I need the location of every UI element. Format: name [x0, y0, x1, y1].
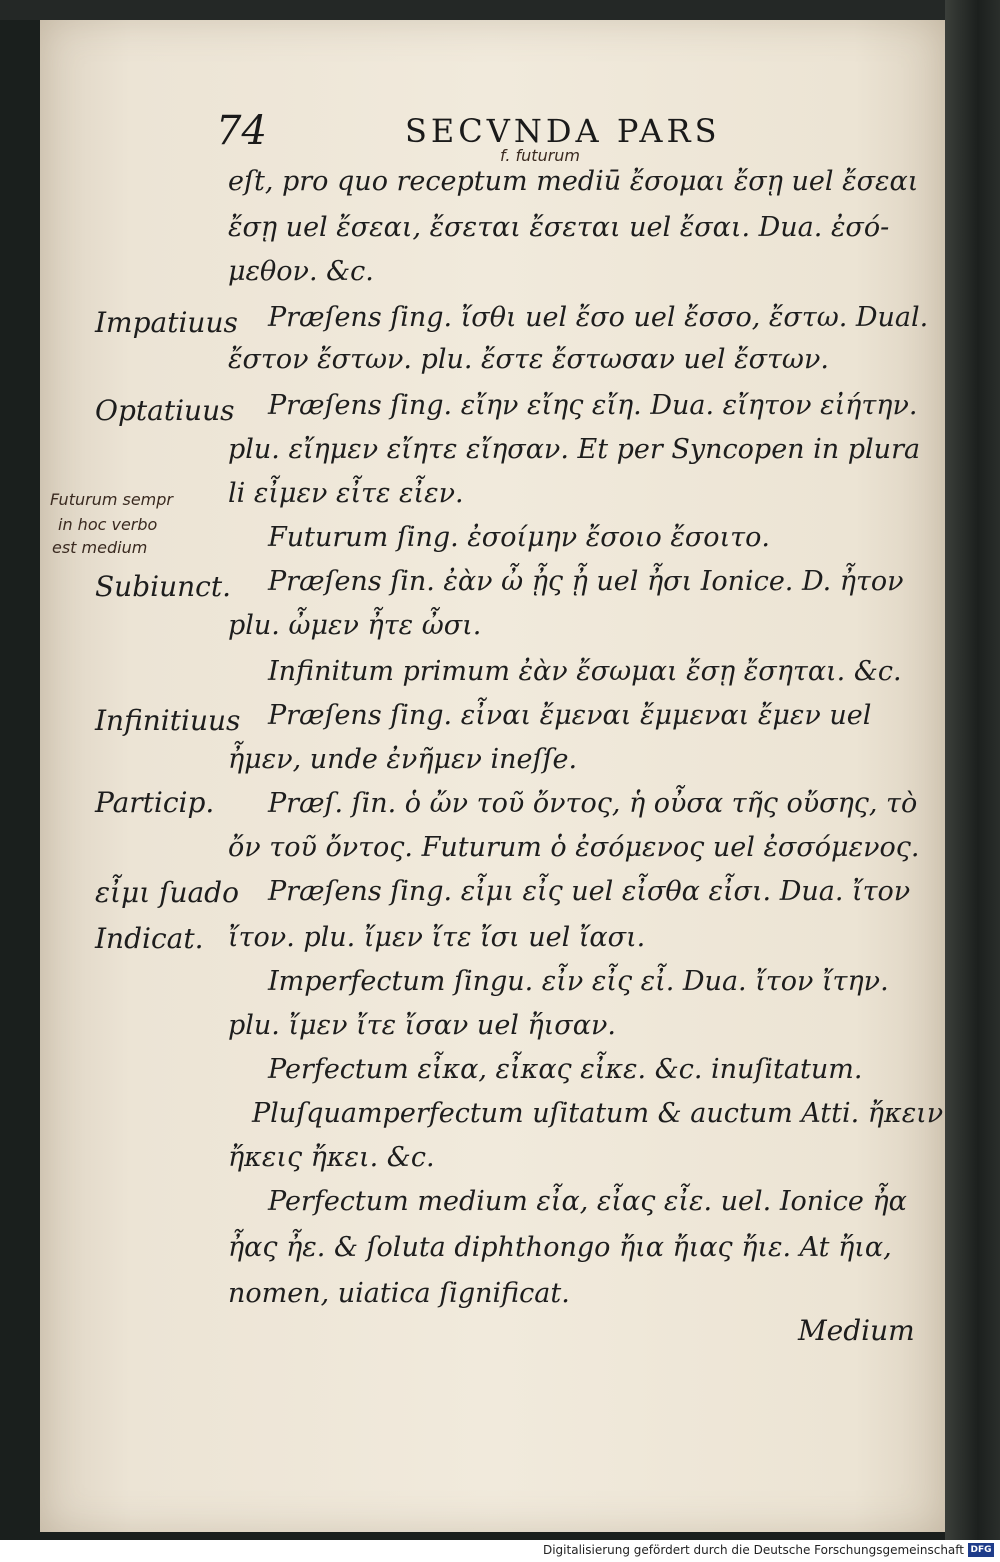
text-line-6: Præſens ſing. εἴην εἴης εἴη. Dua. εἴητον εἰήτην.: [268, 390, 918, 421]
text-line-7: plu. εἴημεν εἴητε εἴησαν. Et per Syncopen in plura: [228, 434, 921, 465]
text-line-17: Præſens ſing. εἶμι εἶς uel εἶσθα εἶσι. Dua. ἴτον: [268, 876, 911, 907]
page-number: 74: [216, 108, 267, 154]
text-line-4: Præſens ſing. ἴσθι uel ἔσο uel ἔσσο, ἔστω. Dual.: [268, 302, 929, 333]
margin-imperativus: Impatiuus: [95, 306, 238, 339]
text-line-8: li εἶμεν εἶτε εἶεν.: [228, 478, 464, 509]
margin-optativus: Optatiuus: [95, 394, 235, 427]
left-note-3: est medium: [52, 538, 148, 557]
text-line-1: eſt, pro quo receptum mediū ἔσομαι ἔσῃ uel ἔσεαι: [228, 166, 919, 197]
book-spine: [945, 0, 1000, 1540]
text-line-25: ἦας ἦε. & ſoluta diphthongo ἤια ἤιας ἤιε. At ἤια,: [228, 1232, 892, 1263]
text-line-5: ἔστον ἔστων. plu. ἔστε ἔστωσαν uel ἔστων.: [228, 344, 829, 375]
left-note-1: Futurum sempr: [50, 490, 173, 509]
text-line-9: Futurum ſing. ἐσοίμην ἔσοιο ἔσοιτο.: [268, 522, 770, 553]
catchword: Medium: [798, 1314, 915, 1347]
text-line-23: ἤκεις ἤκει. &c.: [228, 1142, 435, 1173]
margin-eimi-vado: εἶμι ſuado: [95, 876, 239, 909]
text-line-15: Præſ. ſin. ὁ ὤν τοῦ ὄντος, ἡ οὖσα τῆς οὔσης, τὸ: [268, 788, 918, 819]
text-line-26: nomen, uiatica ſignificat.: [228, 1278, 570, 1309]
text-line-2: ἔσῃ uel ἔσεαι, ἔσεται ἔσεται uel ἔσαι. Dua. ἐσό-: [228, 212, 890, 243]
text-line-12: Infinitum primum ἐὰν ἔσωμαι ἔσῃ ἔσηται. &c.: [268, 656, 902, 687]
interlinear-note: f. futurum: [500, 146, 581, 165]
text-line-20: plu. ἴμεν ἴτε ἴσαν uel ἤισαν.: [228, 1010, 616, 1041]
text-line-24: Perfectum medium εἶα, εἶας εἶε. uel. Ionice ἦα: [268, 1186, 907, 1217]
margin-indicativus: Indicat.: [95, 922, 204, 955]
text-line-11: plu. ὦμεν ἦτε ὦσι.: [228, 610, 482, 641]
text-line-21: Perfectum εἶκα, εἶκας εἶκε. &c. inuſitatum.: [268, 1054, 863, 1085]
text-line-10: Præſens ſin. ἐὰν ὦ ᾖς ᾖ uel ἦσι Ionice. D. ἦτον: [268, 566, 904, 597]
left-note-2: in hoc verbo: [58, 515, 158, 534]
margin-infinitivus: Infinitiuus: [95, 704, 241, 737]
margin-subiunctivus: Subiunct.: [95, 570, 231, 603]
scan-top-edge: [0, 0, 1000, 20]
text-line-13: Præſens ſing. εἶναι ἔμεναι ἔμμεναι ἔμεν uel: [268, 700, 872, 731]
dfg-logo: DFG: [968, 1543, 994, 1557]
text-line-3: μεθον. &c.: [228, 256, 374, 287]
digitization-credit: Digitalisierung gefördert durch die Deutsche Forschungsgemeinschaft: [542, 1543, 964, 1557]
text-line-16: ὄν τοῦ ὄντος. Futurum ὁ ἐσόμενος uel ἐσσόμενος.: [228, 832, 920, 863]
running-head: SECVNDA PARS: [405, 112, 721, 150]
text-line-22: Pluſquamperfectum uſitatum & auctum Atti. ἤκειν: [252, 1098, 944, 1129]
text-line-19: Imperfectum ſingu. εἶν εἶς εἶ. Dua. ἴτον ἴτην.: [268, 966, 889, 997]
text-line-18: ἴτον. plu. ἴμεν ἴτε ἴσι uel ἴασι.: [228, 922, 646, 953]
text-line-14: ἦμεν, unde ἐνῆμεν ineſſe.: [228, 744, 578, 775]
margin-participium: Particip.: [95, 786, 215, 819]
